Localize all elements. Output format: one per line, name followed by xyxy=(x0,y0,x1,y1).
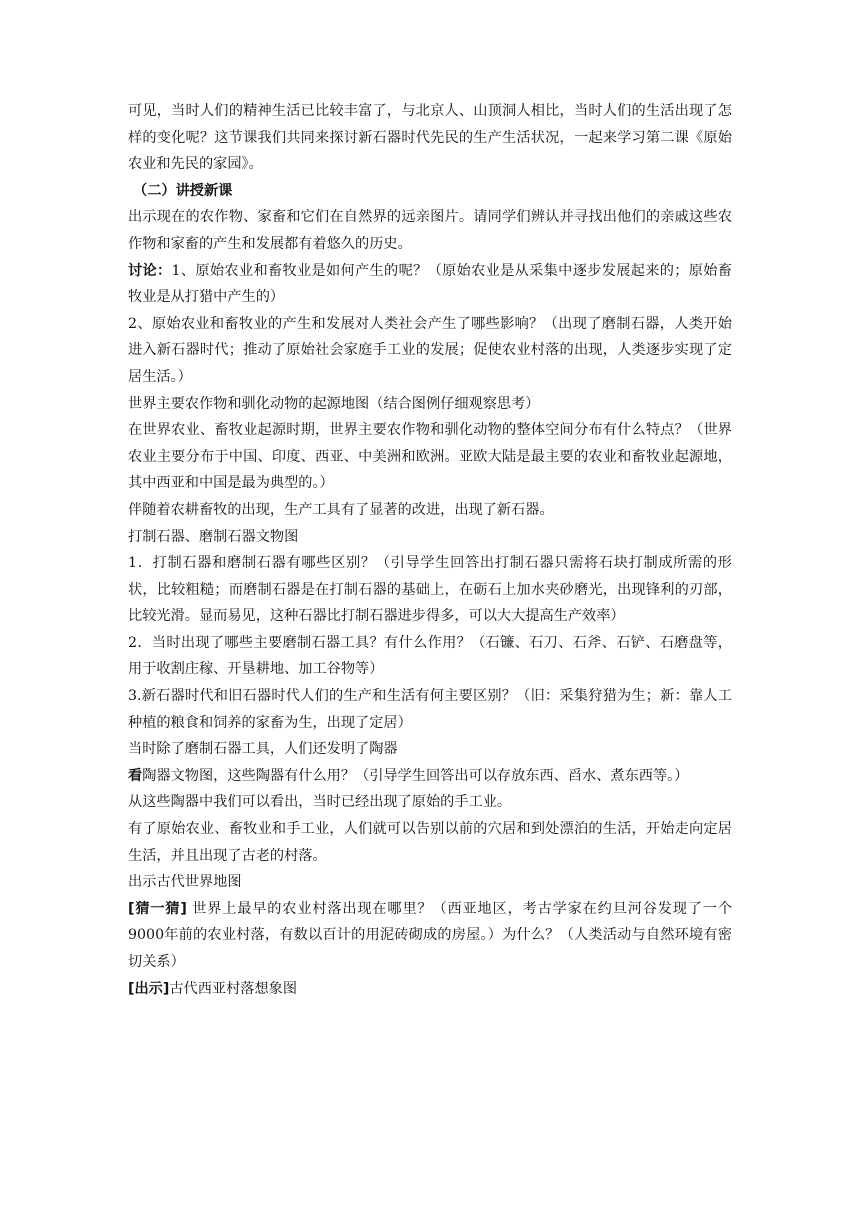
discussion-question-1: 1、原始农业和畜牧业是如何产生的呢？（原始农业是从采集中逐步发展起来的；原始畜牧业是从打猎中产生的） xyxy=(128,262,732,306)
tools-figure-paragraph: 打制石器、磨制石器文物图 xyxy=(128,528,299,545)
new-stone-tools-paragraph: 伴随着农耕畜牧的出现，生产工具有了显著的改进，出现了新石器。 xyxy=(128,501,554,518)
show-village-paragraph xyxy=(128,976,732,1003)
pottery-question-text: 陶器文物图，这些陶器有什么用？（引导学生回答出可以存放东西、舀水、煮东西等。） xyxy=(142,767,689,784)
guess-text: 世界上最早的农业村落出现在哪里？（西亚地区，考古学家在约旦河谷发现了一个9000年前的农业村落，有数以百计的用泥砖砌成的房屋。）为什么？（人类活动与自然环境有密切关系） xyxy=(128,900,733,970)
pottery-question-paragraph xyxy=(128,763,732,790)
settled-life-paragraph: 有了原始农业、畜牧业和手工业，人们就可以告别以前的穴居和到处漂泊的生活，开始走向定居生活，并且出现了古老的村落。 xyxy=(128,821,732,864)
discussion-paragraph xyxy=(128,258,732,311)
origin-map-paragraph: 世界主要农作物和驯化动物的起源地图（结合图例仔细观察思考） xyxy=(128,395,540,412)
tools-question-2: 2．当时出现了哪些主要磨制石器工具？有什么作用？（石镰、石刀、石斧、石铲、石磨盘等，用于收割庄稼、开垦耕地、加工谷物等） xyxy=(128,634,732,678)
show-crops-paragraph: 出示现在的农作物、家畜和它们在自然界的远亲图片。请同学们辨认并寻找出他们的亲戚这些农作物和家畜的产生和发展都有着悠久的历史。 xyxy=(128,209,732,252)
guess-label: [猜一猜] xyxy=(128,900,187,917)
discussion-question-2: 2、原始农业和畜牧业的产生和发展对人类社会产生了哪些影响？（出现了磨制石器，人类开始进入新石器时代；推动了原始社会家庭手工业的发展；促使农业村落的出现，人类逐步实现了定居生活。） xyxy=(128,315,732,385)
guess-paragraph xyxy=(128,896,732,976)
tools-question-1: 1．打制石器和磨制石器有哪些区别？（引导学生回答出打制石器只需将石块打制成所需的形状，比较粗糙；而磨制石器是在打制石器的基础上，在砺石上加水夹砂磨光，出现锋利的刃部，比较光滑。显而易见，这种石器比打制石器进步得多，可以大大提高生产效率） xyxy=(128,555,732,625)
intro-paragraph: 可见，当时人们的精神生活已比较丰富了，与北京人、山顶洞人相比，当时人们的生活出现了怎样的变化呢？这节课我们共同来探讨新石器时代先民的生产生活状况，一起来学习第二课《原始农业和先民的家园》。 xyxy=(128,103,732,173)
section-heading: （二）讲授新课 xyxy=(133,182,233,199)
discussion-label: 讨论： xyxy=(128,262,172,279)
pottery-invented-paragraph: 当时除了磨制石器工具，人们还发明了陶器 xyxy=(128,741,398,758)
show-label: [出示] xyxy=(128,980,170,997)
document-body xyxy=(128,98,732,1002)
ancient-map-paragraph: 出示古代世界地图 xyxy=(128,874,242,891)
handicraft-paragraph: 从这些陶器中我们可以看出，当时已经出现了原始的手工业。 xyxy=(128,794,512,811)
show-village-text: 古代西亚村落想象图 xyxy=(169,980,298,997)
origin-question-paragraph: 在世界农业、畜牧业起源时期，世界主要农作物和驯化动物的整体空间分布有什么特点？（世界农业主要分布于中国、印度、西亚、中美洲和欧洲。亚欧大陆是最主要的农业和畜牧业起源地，其中西亚和中国是最为典型的。） xyxy=(128,422,732,492)
pottery-see-word: 看 xyxy=(128,767,143,784)
tools-question-3: 3.新石器时代和旧石器时代人们的生产和生活有何主要区别？（旧：采集狩猎为生；新：靠人工种植的粮食和饲养的家畜为生，出现了定居） xyxy=(128,688,732,731)
